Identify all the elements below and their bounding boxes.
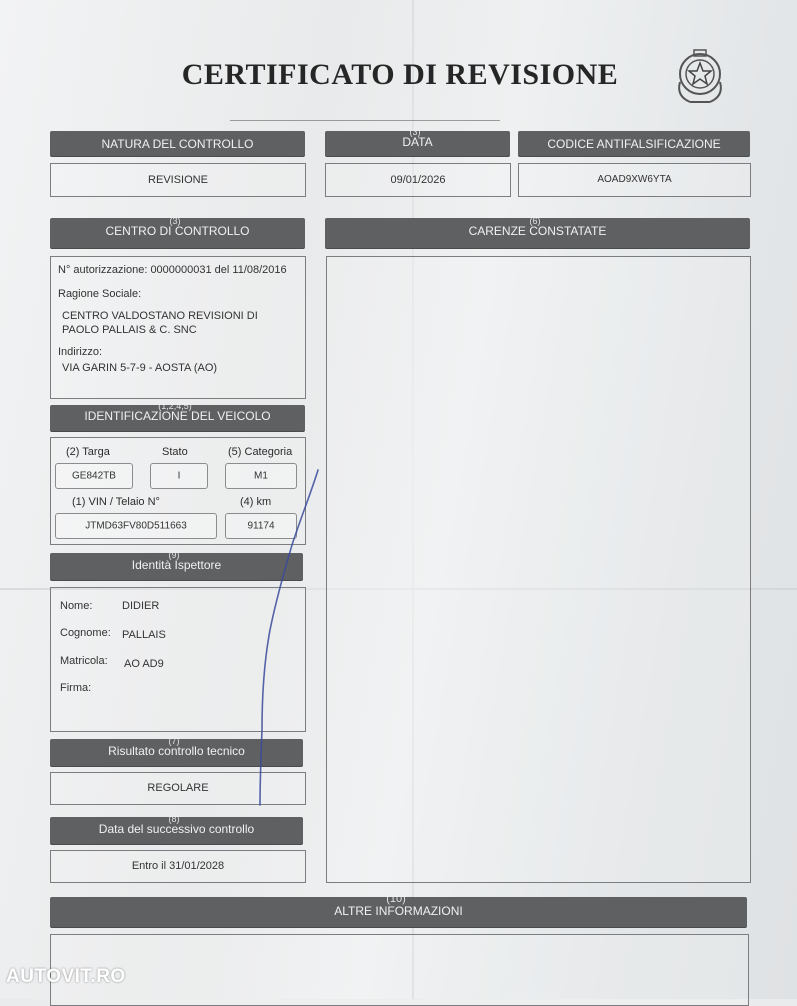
ispettore-header: (9) Identità Ispettore <box>50 553 303 580</box>
title-underline <box>230 120 500 121</box>
successivo-header: (8) Data del successivo controllo <box>50 817 303 844</box>
natura-header: NATURA DEL CONTROLLO <box>50 131 305 156</box>
codice-header: CODICE ANTIFALSIFICAZIONE <box>518 131 750 156</box>
document-title: CERTIFICATO DI REVISIONE <box>181 58 619 91</box>
nome-label: Nome: <box>60 600 93 612</box>
risultato-header: (7) Risultato controllo tecnico <box>50 739 303 766</box>
italian-emblem-icon <box>668 44 732 108</box>
centro-header: (3) CENTRO DI CONTROLLO <box>50 218 305 248</box>
stato-label: Stato <box>162 446 188 458</box>
natura-value: REVISIONE <box>148 174 208 186</box>
data-value: 09/01/2026 <box>390 174 446 186</box>
cognome-label: Cognome: <box>60 627 111 639</box>
risultato-value: REGOLARE <box>147 782 209 794</box>
categoria-field: M1 <box>225 463 297 489</box>
vin-label: (1) VIN / Telaio N° <box>72 496 160 508</box>
matricola-label: Matricola: <box>60 655 108 667</box>
successivo-value: Entro il 31/01/2028 <box>131 860 225 872</box>
altre-header: (10) ALTRE INFORMAZIONI <box>50 897 747 927</box>
codice-value: AOAD9XW6YTA <box>597 174 672 185</box>
categoria-label: (5) Categoria <box>228 446 293 458</box>
vin-field: JTMD63FV80D511663 <box>55 513 217 539</box>
ragione-line2: PAOLO PALLAIS & C. SNC <box>62 324 197 336</box>
nome-value: DIDIER <box>122 600 160 612</box>
km-label: (4) km <box>240 496 272 508</box>
targa-field: GE842TB <box>55 463 133 489</box>
carenze-header: (6) CARENZE CONSTATATE <box>325 218 750 248</box>
autovit-watermark: AUTOVIT.RO <box>6 966 126 987</box>
veicolo-header: (1,2,4,5) IDENTIFICAZIONE DEL VEICOLO <box>50 405 305 431</box>
matricola-value: AO AD9 <box>124 658 164 670</box>
firma-label: Firma: <box>60 682 92 694</box>
km-field: 91174 <box>225 513 297 539</box>
carenze-box <box>326 256 751 883</box>
altre-box <box>50 934 749 1006</box>
cognome-value: PALLAIS <box>122 629 166 641</box>
indirizzo-value: VIA GARIN 5-7-9 - AOSTA (AO) <box>62 362 218 374</box>
stato-field: I <box>150 463 208 489</box>
ragione-line1: CENTRO VALDOSTANO REVISIONI DI <box>62 310 258 322</box>
targa-label: (2) Targa <box>66 446 110 458</box>
autorizzazione-text: N° autorizzazione: 0000000031 del 11/08/2016 <box>58 264 287 276</box>
data-header: (3) DATA <box>325 131 510 156</box>
ragione-label: Ragione Sociale: <box>58 288 142 300</box>
indirizzo-label: Indirizzo: <box>58 346 103 358</box>
